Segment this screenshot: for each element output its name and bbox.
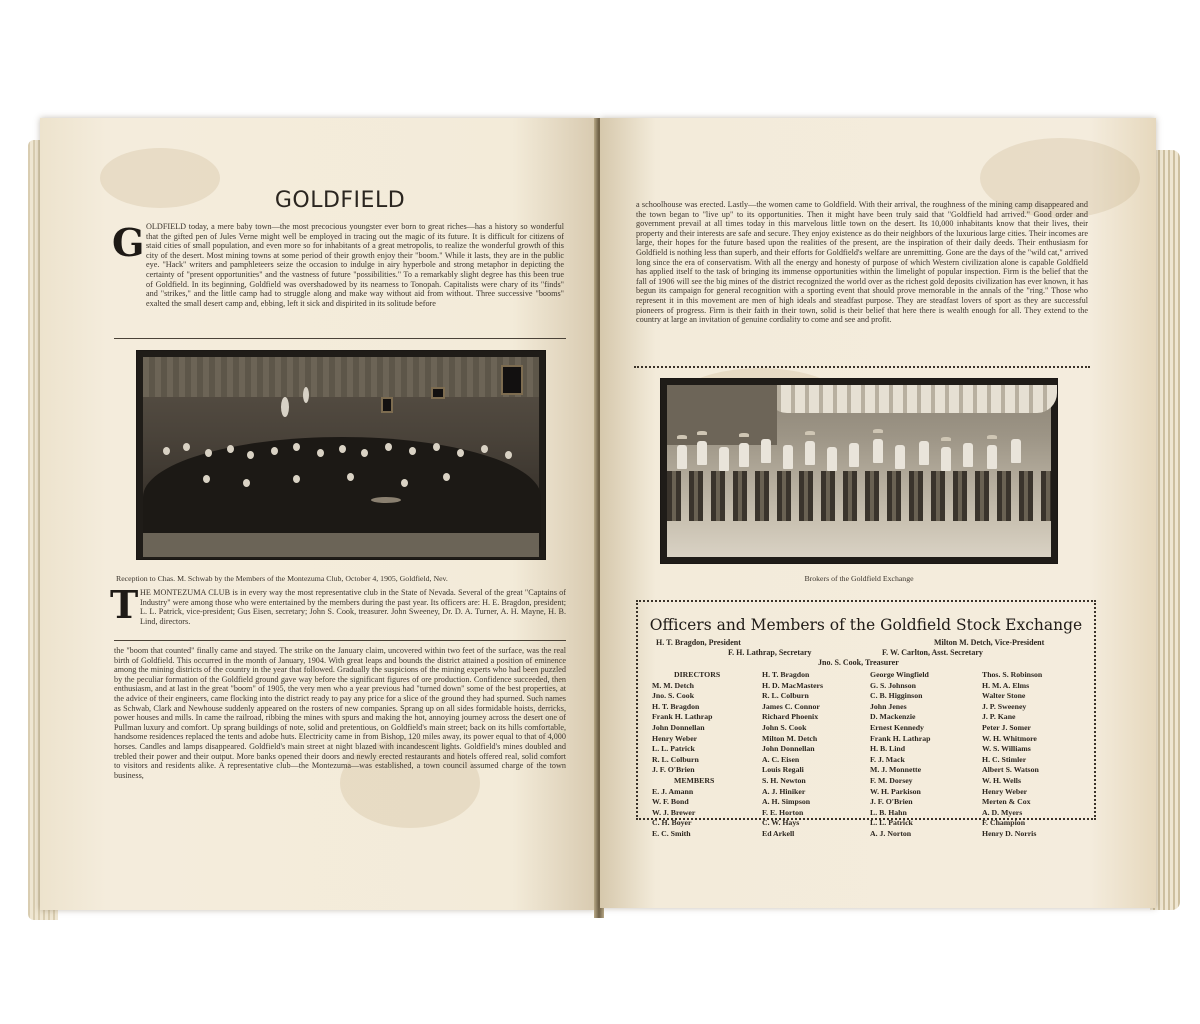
roster-name: R. L. Colburn [652,754,699,764]
roster-name: M. M. Detch [652,680,694,690]
roster-column-4 [982,670,1042,840]
divider [114,640,566,641]
roster-name: H. C. Stimler [982,754,1027,764]
right-top-paragraph: a schoolhouse was erected. Lastly—the women came to Goldfield. With their arrival, the roughness of the mining camp disappeared and the town began to "live up" to its opportunities. Then it might have been truly said that "Goldfield had arrived." Good order and government prevail at all times today in this marvelous little town on the desert. Its 10,000 inhabitants know that their lives, their property and their interests are safe and secure. They enjoy existence as do their neighbors of the luxurious large cities. Their incomes are large, their hopes for the future based upon the realities of the present, are the inspiration of their daily deeds. Their enthusiasm for Goldfield is nothing less than superb, and their efforts for Goldfield's welfare are unremitting. Gone are the days of the "wild cat," arrived long since the era of conservatism. With all the energy and honesty of purpose of which Western civilization alone is capable Goldfield has applied itself to the task of bringing its immense opportunities within the limelight of popular inspection. Firm is the belief that the fall of 1906 will see the big mines of the district recognized the world over as the richest gold deposits civilization has ever known, it has begun its campaign for general recognition with a sporting event that should prove memorable in the annals of the "ring." Those who represent it in this movement are men of high ideals and steadfast purpose. They are steadfast lovers of sport as they are successful pioneers of progress. Firm is their faith in their town, solid is their belief that here there is wealth enough for all. They extend to the country at large an invitation of genuine cordiality to come and see and profit. [636,200,1088,325]
roster-name: John Donnellan [652,722,705,732]
roster-name: C. W. Hays [762,818,800,828]
roster-name: Ed Arkell [762,828,795,838]
roster-name: L. B. Hahn [870,807,907,817]
roster-name: G. S. Johnson [870,680,916,690]
roster-heading: MEMBERS [674,775,715,785]
roster-name: F. J. Mack [870,754,905,764]
roster-name: W. H. Whitmore [982,733,1037,743]
roster-name: J. F. O'Brien [652,765,695,775]
montezuma-club-photo [136,350,546,560]
roster-name: Frank H. Lathrap [870,733,931,743]
roster-name: Walter Stone [982,691,1026,701]
roster-name: F. M. Dorsey [870,775,913,785]
roster-name: M. J. Monnette [870,765,922,775]
roster-name: Richard Phoenix [762,712,819,722]
divider [634,366,1090,368]
roster-name: S. H. Newton [762,775,806,785]
roster-name: F. E. Horton [762,807,804,817]
roster-column-1 [652,670,720,840]
roster-name: A. H. Simpson [762,797,811,807]
roster-name: Merten & Cox [982,797,1031,807]
officer-vice-president: Milton M. Detch, Vice-President [934,638,1045,647]
roster-name: W. H. Wells [982,775,1021,785]
roster-name: J. P. Kane [982,712,1016,722]
roster-name: Henry Weber [652,733,698,743]
roster-name: George Wingfield [870,670,929,679]
roster-name: Ernest Kennedy [870,722,924,732]
roster-name: John Jenes [870,701,907,711]
roster-name: A. C. Eisen [762,754,800,764]
roster-name: R. L. Colburn [762,691,809,701]
roster-name: W. F. Bond [652,797,689,807]
roster-name: J. P. Sweeney [982,701,1027,711]
page-title: GOLDFIELD [274,188,406,213]
drop-cap: T [110,582,139,627]
roster-name: James C. Connor [762,701,820,711]
roster-name: E. C. Smith [652,828,691,838]
roster-name: L. L. Patrick [652,744,695,754]
roster-name: H. T. Bragdon [652,701,700,711]
roster-name: H. B. Lind [870,744,906,754]
history-paragraph: the "boom that counted" finally came and stayed. The strike on the January claim, uncovered within two feet of the surface, was the real birth of Goldfield. This occurred in the month of January, 1904. With great leaps and bounds the district attained a position of eminence among the mining districts of the country in the year that followed. Gradually the suspicions of the mining experts who had been puzzled by the peculiar formation of the Goldfield ground gave way before the significant figures of ore production. Confidence succeeded, then enthusiasm, and at last in the great "boom" of 1905, the very men who a year previous had "turned down" some of the best properties, at the advice of their engineers, came flocking into the district ready to pay any price for a slice of the ground they had spurned. Such names as Schwab, Clark and Newhouse suddenly appeared on the rosters of new companies. Sprang up on all sides formidable hoists, derricks, power houses and mills. In came the railroad, ribbing the mines with spurs and making the hot, annoying journey across the desert one of Pullman luxury and comfort. Up sprang buildings of note, solid and pretentious, on Goldfield's main street; back on its hills comfortable, handsome residences replaced the tents and adobe huts. Electricity came in from Bishop, 120 miles away, its power equal to that of 4,000 horses. Candles and lamps disappeared. Goldfield's main street at night blazed with incandescent lights. Goldfield's mines doubled and trebled their power and their output. More banks opened their doors and newly erected restaurants and hotels offered real, solid comfort to visitors and residents alike. A representative club—the Montezuma—was established, a town council assumed charge of the town business, [114,646,566,780]
roster-name: Albert S. Watson [982,765,1039,775]
stock-exchange-roster [636,600,1096,838]
roster-name: J. F. O'Brien [870,797,913,807]
roster-name: H. D. MacMasters [762,680,824,690]
roster-name: Frank H. Lathrap [652,712,713,722]
officer-secretary: F. H. Lathrap, Secretary [728,648,812,657]
roster-name: Jno. S. Cook [652,691,695,701]
roster-column-2 [762,670,823,840]
roster-name: John S. Cook [762,722,807,732]
roster-title: Officers and Members of the Goldfield Stock Exchange [649,616,1083,634]
officer-asst-secretary: F. W. Carlton, Asst. Secretary [882,648,983,657]
roster-name: E. J. Amann [652,786,694,796]
drop-cap: G [112,220,145,265]
roster-name: F. Champion [982,818,1026,828]
roster-name: W. S. Williams [982,744,1031,754]
officer-president: H. T. Bragdon, President [656,638,741,647]
roster-name: W. H. Parkison [870,786,921,796]
roster-name: C. H. Boyer [652,818,692,828]
roster-name: H. T. Bragdon [762,670,810,679]
intro-paragraph-cont [116,260,564,330]
intro-paragraph-top: OLDFIELD today, a mere baby town—the most precocious youngster ever born to great riches—has a history so wonderful that the gifted pen of Jules Verne might well be employed in tracing out the magic of its future. It is difficult for citizens of staid cities of small population, and even more so for inhabitants of a great metropolis, to realize the wonderful growth of this city of the desert. Most mining towns at some period of their growth enjoy their "boom." While it lasts, they are in the public eye. "Hack" writers and pamphleteers seize the occasion to indulge in airy hyperbole and strong metaphor in depicting the certainty of "present opportunities" and the vastness of future "possibilities." To a remarkably slight degree has this been true of Goldfield. In its beginning, Goldfield was overshadowed by its nearness to Tonopah. Capitalists were chary of its "finds" and "strikes," and the little camp had to struggle along and make way without aid from without. Three successive "booms" exalted the small desert camp and, ebbing, left it sick and dispirited in its solitude before [146,222,564,308]
roster-name: Thos. S. Robinson [982,670,1043,679]
roster-name: John Donnellan [762,744,815,754]
brokers-photo [660,378,1058,564]
roster-name: D. Mackenzie [870,712,916,722]
roster-heading: DIRECTORS [674,670,721,679]
photo-caption: Brokers of the Goldfield Exchange [804,574,914,583]
roster-name: Henry D. Norris [982,828,1037,838]
roster-name: H. M. A. Elms [982,680,1030,690]
roster-name: A. D. Myers [982,807,1023,817]
divider [114,338,566,339]
roster-name: L. L. Patrick [870,818,913,828]
roster-column-3 [870,670,930,840]
roster-name: A. J. Norton [870,828,912,838]
photo-caption: Reception to Chas. M. Schwab by the Members of the Montezuma Club, October 4, 1905, Goldfield, Nev. [116,574,448,583]
officer-treasurer: Jno. S. Cook, Treasurer [818,658,899,667]
roster-name: Peter J. Somer [982,722,1031,732]
roster-name: W. J. Brewer [652,807,696,817]
montezuma-club-paragraph: HE MONTEZUMA CLUB is in every way the most representative club in the State of Nevada. Several of the great "Captains of Industry" were among those who were entertained by the members during the past year. Its officers are: H. E. Bragdon, president; L. L. Patrick, vice-president; Gus Eisen, secretary; John S. Cook, treasurer. John Sweeney, Dr. D. A. Turner, A. H. Mayne, H. B. Lind, directors. [140,588,566,626]
roster-name: Louis Regali [762,765,804,775]
roster-name: Milton M. Detch [762,733,818,743]
roster-name: A. J. Hiniker [762,786,806,796]
roster-name: C. B. Higginson [870,691,923,701]
roster-name: Henry Weber [982,786,1028,796]
